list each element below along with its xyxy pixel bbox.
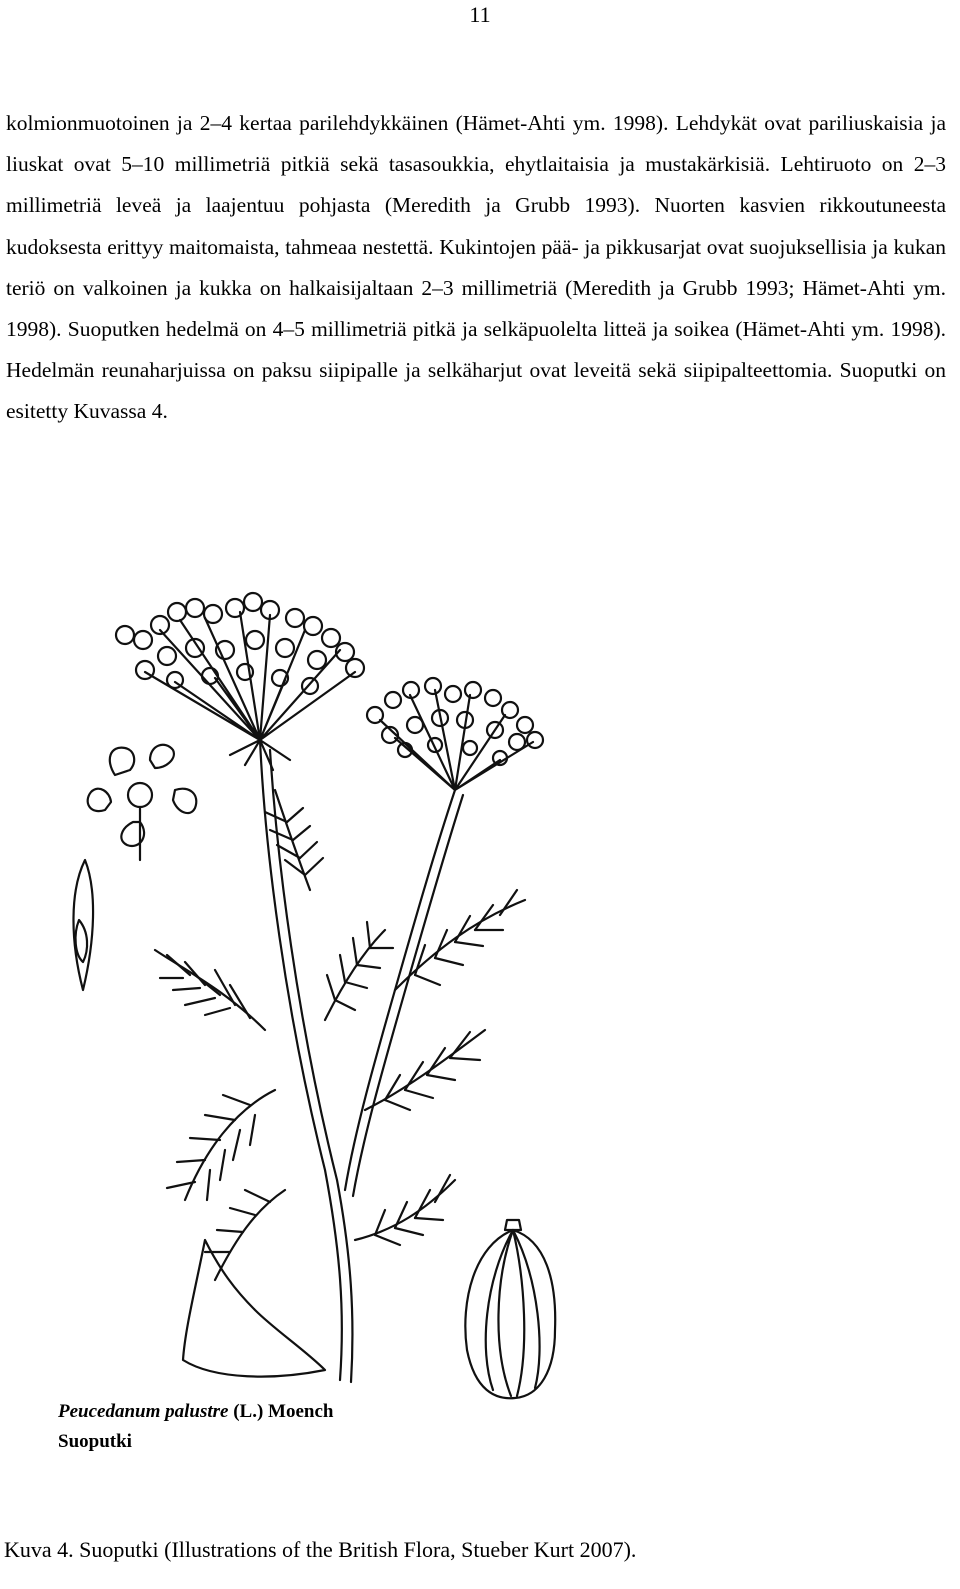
main-umbel-icon — [116, 593, 364, 770]
flower-detail-icon — [88, 745, 197, 860]
leaf-left-icon — [155, 950, 285, 1280]
stem-main-icon — [260, 740, 342, 1380]
figure-caption: Kuva 4. Suoputki (Illustrations of the British Flora, Stueber Kurt 2007). — [4, 1537, 637, 1562]
species-label — [58, 1397, 334, 1457]
page-number: 11 — [469, 2, 491, 27]
seed-detail-icon — [73, 860, 93, 990]
species-latin-name: Peucedanum palustre — [58, 1401, 229, 1422]
species-author: (L.) Moench — [233, 1401, 334, 1422]
body-paragraph: kolmionmuotoinen ja 2–4 kertaa parilehdykkäinen (Hämet-Ahti ym. 1998). Lehdykät ovat pariliuskaisia ja liuskat ovat 5–10 millimetriä pitkiä sekä tasasoukkia, ehytlaitaisia ja mustakärkisiä. Lehtiruoto on 2–3 millimetriä leveä ja laajentuu pohjasta (Meredith ja Grubb 1993). Nuorten kasvien rikkoutuneesta kudoksesta erittyy maitomaista, tahmeaa nestettä. Kukintojen pää- ja pikkusarjat ovat suojuksellisia ja kukan teriö on valkoinen ja kukka on halkaisijaltaan 2–3 millimetriä (Meredith ja Grubb 1993; Hämet-Ahti ym. 1998). Suoputken hedelmä on 4–5 millimetriä pitkä ja selkäpuolelta litteä ja soikea (Hämet-Ahti ym. 1998). Hedelmän reunaharjuissa on paksu siipipalle ja selkäharjut ovat leveitä sekä siipipalteettomia. Suoputki on esitetty Kuvassa 4. — [6, 111, 946, 424]
stem-secondary-icon — [345, 790, 455, 1190]
secondary-umbel-icon — [367, 678, 543, 790]
leaf-sheath-icon — [183, 1240, 325, 1377]
species-name-line — [58, 1397, 334, 1427]
leaf-right-icon — [355, 890, 525, 1245]
fruit-detail-icon — [465, 1220, 555, 1398]
plant-illustration — [55, 590, 615, 1470]
species-common-name: Suoputki — [58, 1431, 132, 1452]
leaf-center-icon — [265, 790, 393, 1020]
